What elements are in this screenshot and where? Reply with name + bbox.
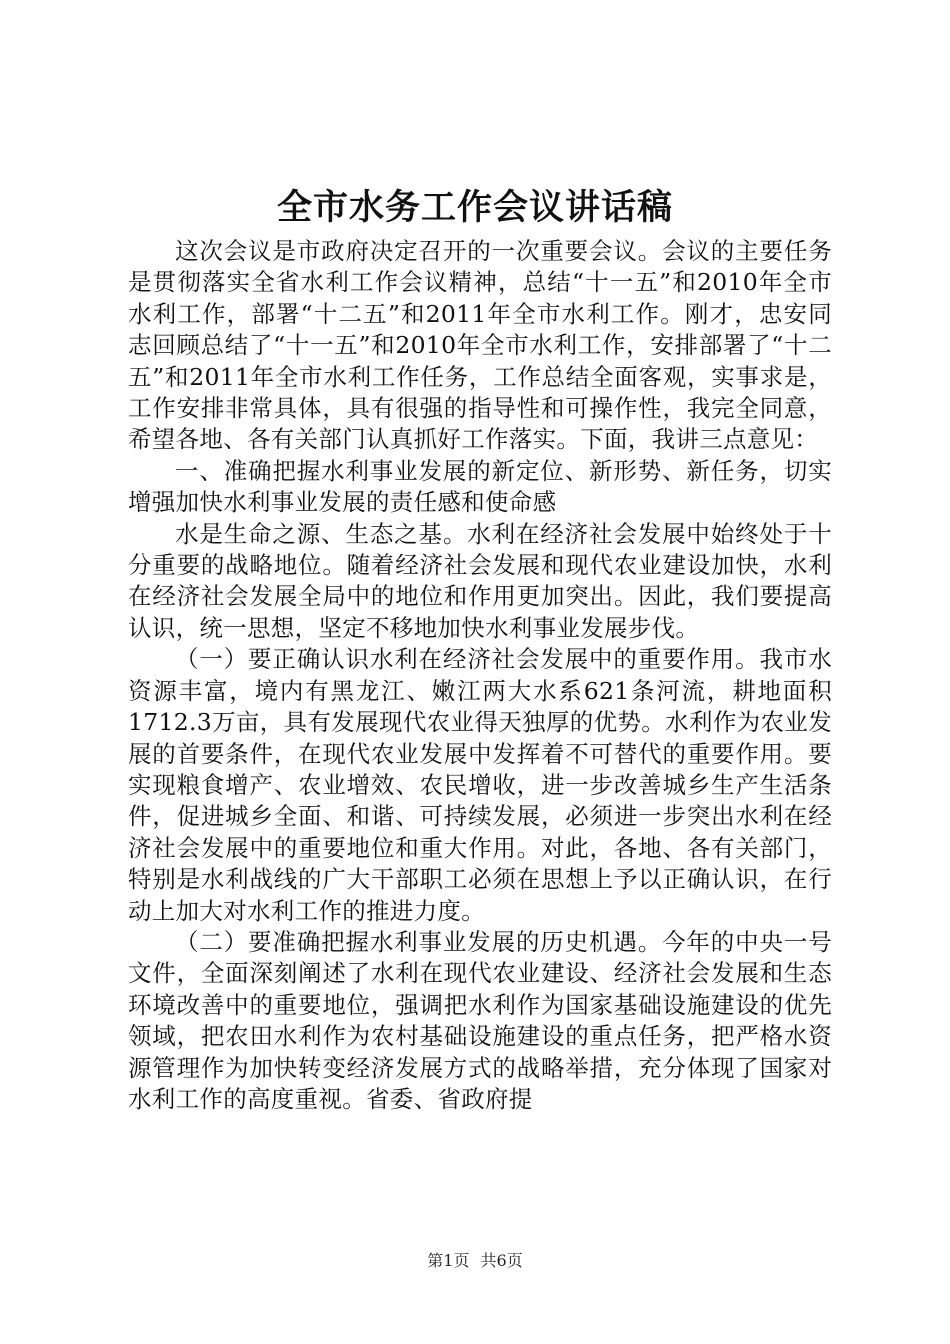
page-footer <box>0 1248 950 1271</box>
paragraph: （二）要准确把握水利事业发展的历史机遇。今年的中央一号文件，全面深刻阐述了水利在现代农业建设、经济社会发展和生态环境改善中的重要地位，强调把水利作为国家基础设施建设的优先领域，把农田水利作为农村基础设施建设的重点任务，把严格水资源管理作为加快转变经济发展方式的战略举措，充分体现了国家对水利工作的高度重视。省委、省政府提 <box>128 927 832 1113</box>
page-number: 第1页 <box>427 1251 470 1270</box>
paragraph: 这次会议是市政府决定召开的一次重要会议。会议的主要任务是贯彻落实全省水利工作会议精神，总结“十一五”和2010年全市水利工作，部署“十二五”和2011年全市水利工作。刚才，忠安同志回顾总结了“十一五”和2010年全市水利工作，安排部署了“十二五”和2011年全市水利工作任务，工作总结全面客观，实事求是，工作安排非常具体，具有很强的指导性和可操作性，我完全同意，希望各地、各有关部门认真抓好工作落实。下面，我讲三点意见： <box>128 237 832 454</box>
paragraph: 水是生命之源、生态之基。水利在经济社会发展中始终处于十分重要的战略地位。随着经济社会发展和现代农业建设加快，水利在经济社会发展全局中的地位和作用更加突出。因此，我们要提高认识，统一思想，坚定不移地加快水利事业发展步伐。 <box>128 519 832 642</box>
section-heading: 一、准确把握水利事业发展的新定位、新形势、新任务，切实增强加快水利事业发展的责任感和使命感 <box>128 456 832 517</box>
document-body <box>128 236 832 1115</box>
page-total: 共6页 <box>480 1251 523 1270</box>
page-title: 全市水务工作会议讲话稿 <box>276 187 673 228</box>
paragraph: （一）要正确认识水利在经济社会发展中的重要作用。我市水资源丰富，境内有黑龙江、嫩江两大水系621条河流，耕地面积1712.3万亩，具有发展现代农业得天独厚的优势。水利作为农业发展的首要条件，在现代农业发展中发挥着不可替代的重要作用。要实现粮食增产、农业增效、农民增收，进一步改善城乡生产生活条件，促进城乡全面、和谐、可持续发展，必须进一步突出水利在经济社会发展中的重要地位和重大作用。对此，各地、各有关部门，特别是水利战线的广大干部职工必须在思想上予以正确认识，在行动上加大对水利工作的推进力度。 <box>128 645 832 925</box>
